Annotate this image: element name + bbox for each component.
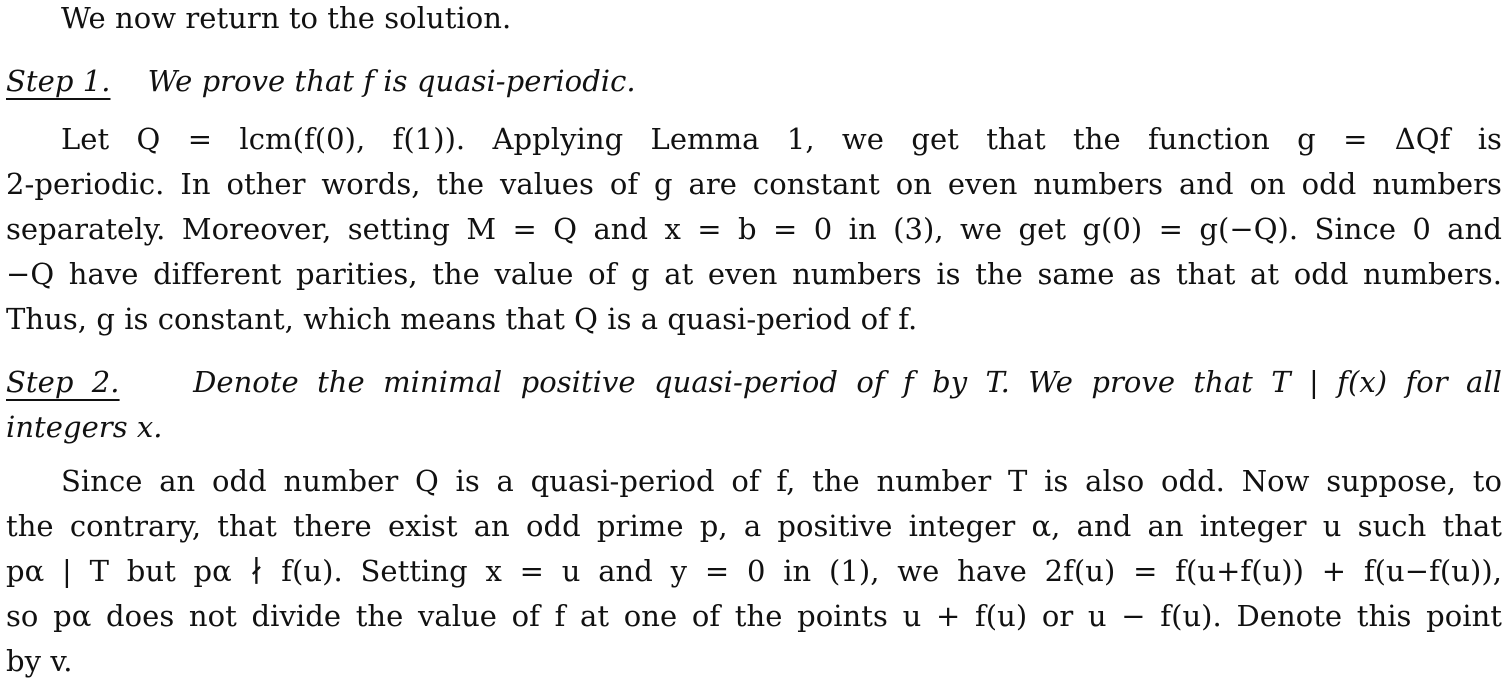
step2-paragraph-line xyxy=(6,508,1502,544)
step2-line-1: Since an odd number Q is a quasi-period of f, the number T is also odd. Now suppose, to xyxy=(61,464,1502,498)
step1-statement: We prove that f is quasi-periodic. xyxy=(147,64,636,98)
step2-line-3: pα | T but pα ∤ f(u). Setting x = u and y = 0 in (1), we have 2f(u) = f(u+f(u)) + f(u−f(u)), xyxy=(6,554,1502,588)
step1-line-1: Let Q = lcm(f(0), f(1)). Applying Lemma 1, we get that the function g = ΔQf is xyxy=(61,122,1502,156)
step2-paragraph-line xyxy=(6,643,1502,679)
step1-line-5: Thus, g is constant, which means that Q is a quasi-period of f. xyxy=(6,302,918,336)
step1-line-3: separately. Moreover, setting M = Q and x = b = 0 in (3), we get g(0) = g(−Q). Since 0 and xyxy=(6,212,1502,246)
intro-line xyxy=(6,0,1502,36)
step2-paragraph-line xyxy=(6,598,1502,634)
step1-paragraph-line xyxy=(6,211,1502,247)
step1-line-4: −Q have different parities, the value of g at even numbers is the same as that at odd numbers. xyxy=(6,257,1502,291)
step2-statement-1: Denote the minimal positive quasi-period of f by T. We prove that T | f(x) for all xyxy=(193,365,1503,399)
step2-statement-2: integers x. xyxy=(6,410,163,444)
step1-paragraph-line xyxy=(6,256,1502,292)
step2-line-4: so pα does not divide the value of f at one of the points u + f(u) or u − f(u). Denote this point xyxy=(6,599,1502,633)
step2-label: Step 2. xyxy=(6,365,120,399)
step1-paragraph-line xyxy=(6,301,1502,337)
step2-line-2: the contrary, that there exist an odd prime p, a positive integer α, and an integer u such that xyxy=(6,509,1502,543)
step2-heading-cont xyxy=(6,409,1502,445)
step2-paragraph-line xyxy=(6,553,1502,589)
step1-label: Step 1. xyxy=(6,64,111,98)
step1-paragraph-line xyxy=(6,121,1502,157)
intro-text: We now return to the solution. xyxy=(61,1,512,35)
step1-paragraph-line xyxy=(6,166,1502,202)
step1-line-2: 2-periodic. In other words, the values of g are constant on even numbers and on odd numbers xyxy=(6,167,1502,201)
step1-heading xyxy=(6,63,1502,99)
step2-paragraph-line xyxy=(6,463,1502,499)
step2-heading xyxy=(6,364,1502,400)
step2-line-5: by v. xyxy=(6,644,73,678)
